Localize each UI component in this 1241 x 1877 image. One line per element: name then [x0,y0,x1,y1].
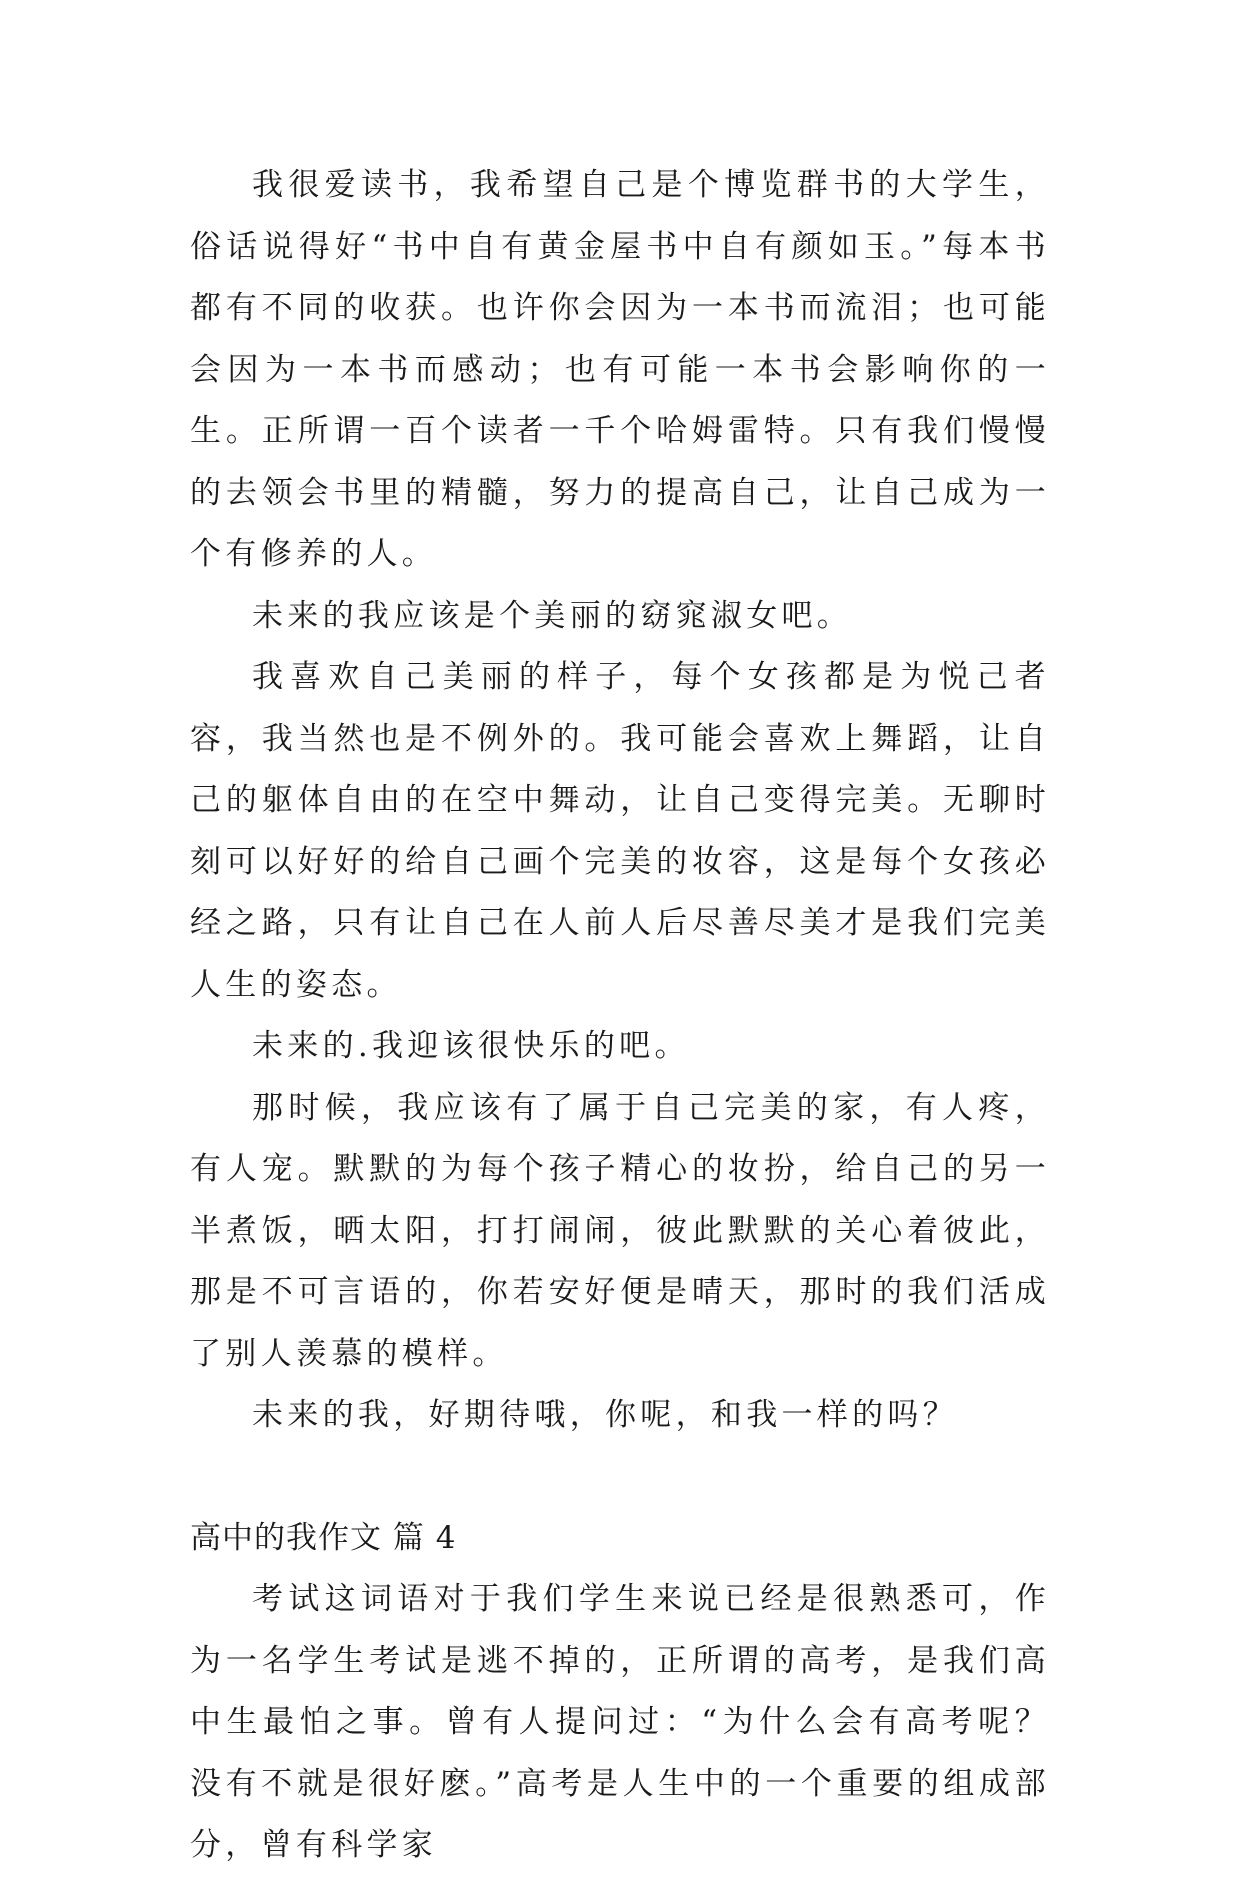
document-body [190,155,1050,1877]
section-heading: 高中的我作文 篇 4 [190,1519,457,1556]
paragraph-future-question: 未来的我，好期待哦，你呢，和我一样的吗？ [252,1397,958,1433]
paragraph-future-lady: 未来的我应该是个美丽的窈窕淑女吧。 [252,597,853,634]
paragraph-family: 那时候，我应该有了属于自己完美的家，有人疼，有人宠。默默的为每个孩子精心的妆扮，给自己的另一半煮饭，晒太阳，打打闹闹，彼此默默的关心着彼此，那是不可言语的，你若安好便是晴天，那时的我们活成了别人羡慕的模样。 [190,1089,1050,1372]
paragraph-future-happy: 未来的.我迎该很快乐的吧。 [252,1028,690,1064]
paragraph-reading: 我很爱读书，我希望自己是个博览群书的大学生，俗话说得好“书中自有黄金屋书中自有颜如玉。”每本书都有不同的收获。也许你会因为一本书而流泪；也可能会因为一本书而感动；也有可能一本书会影响你的一生。正所谓一百个读者一千个哈姆雷特。只有我们慢慢的去领会书里的精髓，努力的提高自己，让自己成为一个有修养的人。 [190,167,1050,572]
paragraph-exam: 考试这词语对于我们学生来说已经是很熟悉可，作为一名学生考试是逃不掉的，正所谓的高考，是我们高中生最怕之事。曾有人提问过：“为什么会有高考呢？没有不就是很好麽。”高考是人生中的一个重要的组成部分，曾有科学家 [190,1581,1050,1863]
paragraph-beauty: 我喜欢自己美丽的样子，每个女孩都是为悦己者容，我当然也是不例外的。我可能会喜欢上舞蹈，让自己的躯体自由的在空中舞动，让自己变得完美。无聊时刻可以好好的给自己画个完美的妆容，这是每个女孩必经之路，只有让自己在人前人后尽善尽美才是我们完美人生的姿态。 [190,659,1050,1003]
